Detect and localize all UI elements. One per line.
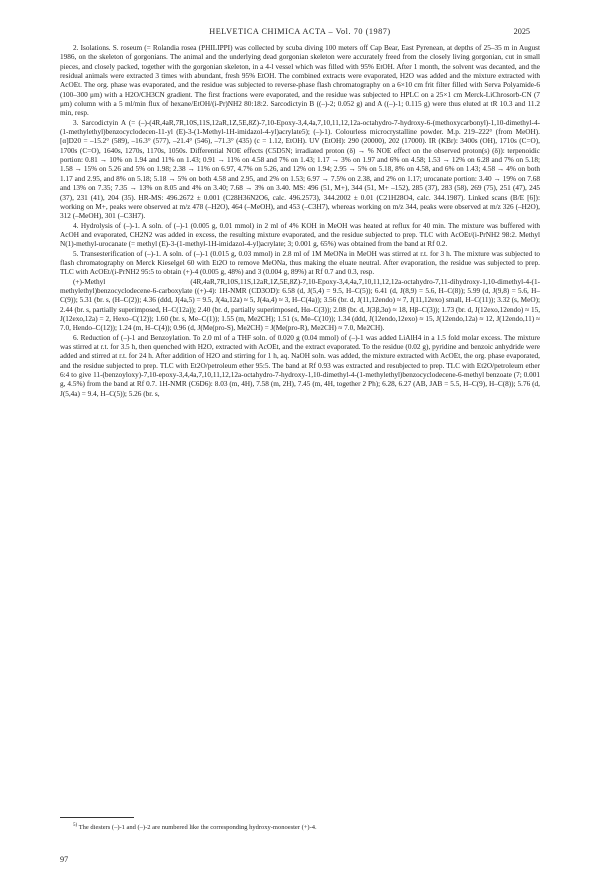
folio-number: 97	[60, 855, 69, 864]
footnote-divider	[60, 817, 134, 818]
experimental-section	[60, 44, 540, 399]
page-number: 2025	[513, 27, 530, 36]
footnote-marker: 5)	[73, 823, 78, 828]
running-header: HELVETICA CHIMICA ACTA – Vol. 70 (1987)	[209, 27, 391, 36]
paragraph-hydrolysis: 4. Hydrolysis of (–)-1. A soln. of (–)-1 (0.005 g, 0.01 mmol) in 2 ml of 4% KOH in MeOH was heated at reflux for 40 min. The mixture was buffered with AcOH and evaporated, CH2N2 was added in excess, the resulting mixture evaporated, and the residue subjected to prep. TLC with AcOEt/(i-PrNH2 98:2. Methyl N(1)-methyl-urocanate (= methyl (E)-3-(1-methyl-1H-imidazol-4-yl)acrylate; 3; 0.001 g, 65%) was obtained from the band at Rf 0.2.	[60, 221, 540, 249]
paragraph-isolations: 2. Isolations. S. roseum (= Rolandia rosea (PHILIPPI) was collected by scuba diving 100 meters off Cap Bear, East Pyrenean, at depths of 25–35 m in August 1986, on the skeleton of gorgonians. The animal and the underlying dead gorgonian skeleton were accurately freed from the closely living gorgonian, cut in small pieces, and closely packed, together with the gorgonian skeleton, in a 4-l vessel which was filled with 95% EtOH. After 1 month, the solvent was decanted, and the residual animals were extracted 3 times with abundant, fresh 95% EtOH. The combined extracts were evaporated, H2O was added and the mixture extracted with AcOEt. The org. phase was evaporated, and the residue was subjected to reverse-phase flash chromatography on a 6×10 cm frit filter filled with Serva Polyamide-6 (100–300 μm) with a H2O/CH3CN gradient. The first fractions were evaporated, and the residue was subjected to HPLC on a 25×1 cm Merck-LiChrosorb-CN (7 μm) column with a 5 ml/min flux of hexane/EtOH/(i-Pr)NH2 80:18:2. Sarcodictyin B ((–)-2; 0.052 g) and A ((–)-1; 0.115 g) were thus eluted at tR 10.3 and 11.2 min, resp.	[60, 44, 540, 118]
footnote-text: The diesters (–)-1 and (–)-2 are numbered like the corresponding hydroxy-monoester (+)-4.	[78, 824, 317, 832]
paragraph-transesterification: 5. Transesterification of (–)-1. A soln. of (–)-1 (0.015 g, 0.03 mmol) in 2.8 ml of 1M MeONa in MeOH was stirred at r.t. for 3 h. The mixture was subjected to flash chromatography on Merck Kieselgel 60 with Et2O to remove MeONa, thus making the eluate neutral. After evaporation, the residue was subjected to prep. TLC with AcOEt/(i-PrNH2 95:5 to obtain (+)-4 (0.005 g, 48%) and 3 (0.004 g, 89%) at Rf 0.7 and 0.3, resp.	[60, 249, 540, 277]
paragraph-compound-4: (+)-Methyl (4R,4aR,7R,10S,11S,12aR,1Z,5E,8Z)-7,10-Epoxy-3,4,4a,7,10,11,12,12a-octahydro-7,11-dihydroxy-1,10-dimethyl-4-(1-methylethyl)benzocyclodecene-6-carboxylate ((+)-4): 1H-NMR (CD3OD): 6.58 (d, J(5,4) = 9.5, H–C(5)); 6.41 (d, J(8,9) = 5.6, H–C(8)); 5.99 (d, J(9,8) = 5.6, H–C(9)); 5.31 (br. s, (H–C(2)); 4.36 (ddd, J(4a,5) = 9.5, J(4a,12a) ≈ 5, J(4a,4) ≈ 3, H–C(4a)); 3.56 (br. d, J(11,12endo) ≈ 7, J(11,12exo) small, H–C(11)); 3.32 (s, MeO); 2.44 (br. s, partially superimposed, H–C(12a)); 2.40 (br. d, partially superimposed, Hα–C(3)); 2.08 (br. d, J(3β,3α) ≈ 18, Hβ–C(3)); 1.73 (br. d, J(12exo,12endo) ≈ 15, J(12exo,12a) = 2, Hexo–C(12)); 1.60 (br. s, Me–C(1)); 1.55 (m, Me2CH); 1.51 (s, Me–C(10)); 1.34 (ddd, J(12endo,12exo) ≈ 15, J(12endo,12a) ≈ 12, J(12endo,11) ≈ 7.0, Hendo–C(12)); 1.24 (m, H–C(4)); 0.96 (d, J(Me(pro-S), Me2CH) = J(Me(pro-R), Me2CH) ≈ 7.0, Me2CH).	[60, 277, 541, 333]
paragraph-sarcodictyin-a: 3. Sarcodictyin A (= (–)-(4R,4aR,7R,10S,11S,12aR,1Z,5E,8Z)-7,10-Epoxy-3,4,4a,7,10,11,12,12a-octahydro-7-hydroxy-6-(methoxycarbonyl)-1,10-dimethyl-4-(1-methylethyl)benzocyclodecen-11-yl (E)-3-(1-Methyl-1H-imidazol-4-yl)acrylate5); (–)-1). Colourless microcrystalline powder. M.p. 219–222° (from MeOH). [α]D20 = –15.2° (589), –16.3° (577), –21.4° (546), –71.3° (435) (c = 1.12, EtOH). UV (EtOH): 290 (20000), 202 (17000). IR (KBr): 3400s (OH), 1710s (C=O), 1700s (C=O), 1640s, 1270s, 1170s, 1050s. Differential NOE effects (C5D5N; irradiated proton (δ) → % NOE effect on the observed proton(s) (δ)): terpenoidic portion: 0.81 → 10% on 1.94 and 11% on 1.43; 0.91 → 11% on 4.58 and 7% on 1.43; 1.17 → 3% on 1.97 and 6% on 4.58; 1.53 → 12% on 6.28 and 7% on 5.18; 1.58 → 15% on 5.26 and 5% on 1.98; 2.38 → 11% on 6.97, 4.7% on 5.26, and 12% on 1.94; 2.95 → 5% on 5.18, 8% on 4.58, and 6% on 1.43; 4.58 → 4% on both 1.17 and 2.95, and 8% on 5.18; 5.18 → 5% on both 4.58 and 2.95, and 2% on 1.53; 6.97 → 7.5% on 2.38, and 2% on 1.17; urocanate portion: 3.40 → 19% on 7.68 and 13% on 7.35; 7.35 → 13% on 8.05 and 4% on 3.40; 7.68 → 3% on 3.40. MS: 496 (51, M+), 344 (51, M+ –152), 285 (37), 283 (58), 269 (75), 251 (47), 245 (37), 231 (41), 204 (35). HR-MS: 496.2672 ± 0.001 (C28H36N2O6, calc. 496.2573), 344.2002 ± 0.01 (C21H28O4, calc. 344.1987). Linked scans (B/E [6]): working on M+, peaks were observed at m/z 478 (–H2O), 464 (–MeOH), and 453 (–C3H7), whereas working on m/z 344, peaks were observed at m/z 326 (–H2O), 312 (–MeOH), 301 (–C3H7).	[60, 118, 540, 221]
footnote	[60, 822, 540, 833]
paragraph-reduction: 6. Reduction of (–)-1 and Benzoylation. To 2.0 ml of a THF soln. of 0.020 g (0.04 mmol) of (–)-1 was added LiAlH4 in a 1.5 fold molar excess. The mixture was stirred at r.t. for 3.5 h, then quenched with H2O, extracted with AcOEt, and the extract evaporated. To the residue (0.02 g), pyridine and benzoic anhydride were added and stirred at r.t. for 24 h. After addition of H2O and stirring for 1 h, aq. NaOH soln. was added, the mixture extracted with AcOEt, the org. phase evaporated, and the residue subjected to prep. TLC with Et2O/petroleum ether 95:5. The band at Rf 0.93 was extracted and resubjected to prep. TLC with Et2O/petroleum ether 6:4 to give 11-(benzoyloxy)-7,10-epoxy-3,4,4a,7,10,11,12,12a-octahydro-7-hydroxy-1,10-dimethyl-4-(1-methylethyl)benzocyclodecene-6-methyl benzoate (7; 0.001 g, 4.5%) from the band at Rf 0.7. 1H-NMR (C6D6): 8.03 (m, 4H), 7.58 (m, 2H), 7.45 (m, 4H, together 2 Ph); 6.28, 6.27 (AB, JAB = 5.5, H–C(9), H–C(8)); 5.76 (d, J(5,4a) = 9.4, H–C(5)); 5.26 (br. s,	[60, 333, 540, 398]
